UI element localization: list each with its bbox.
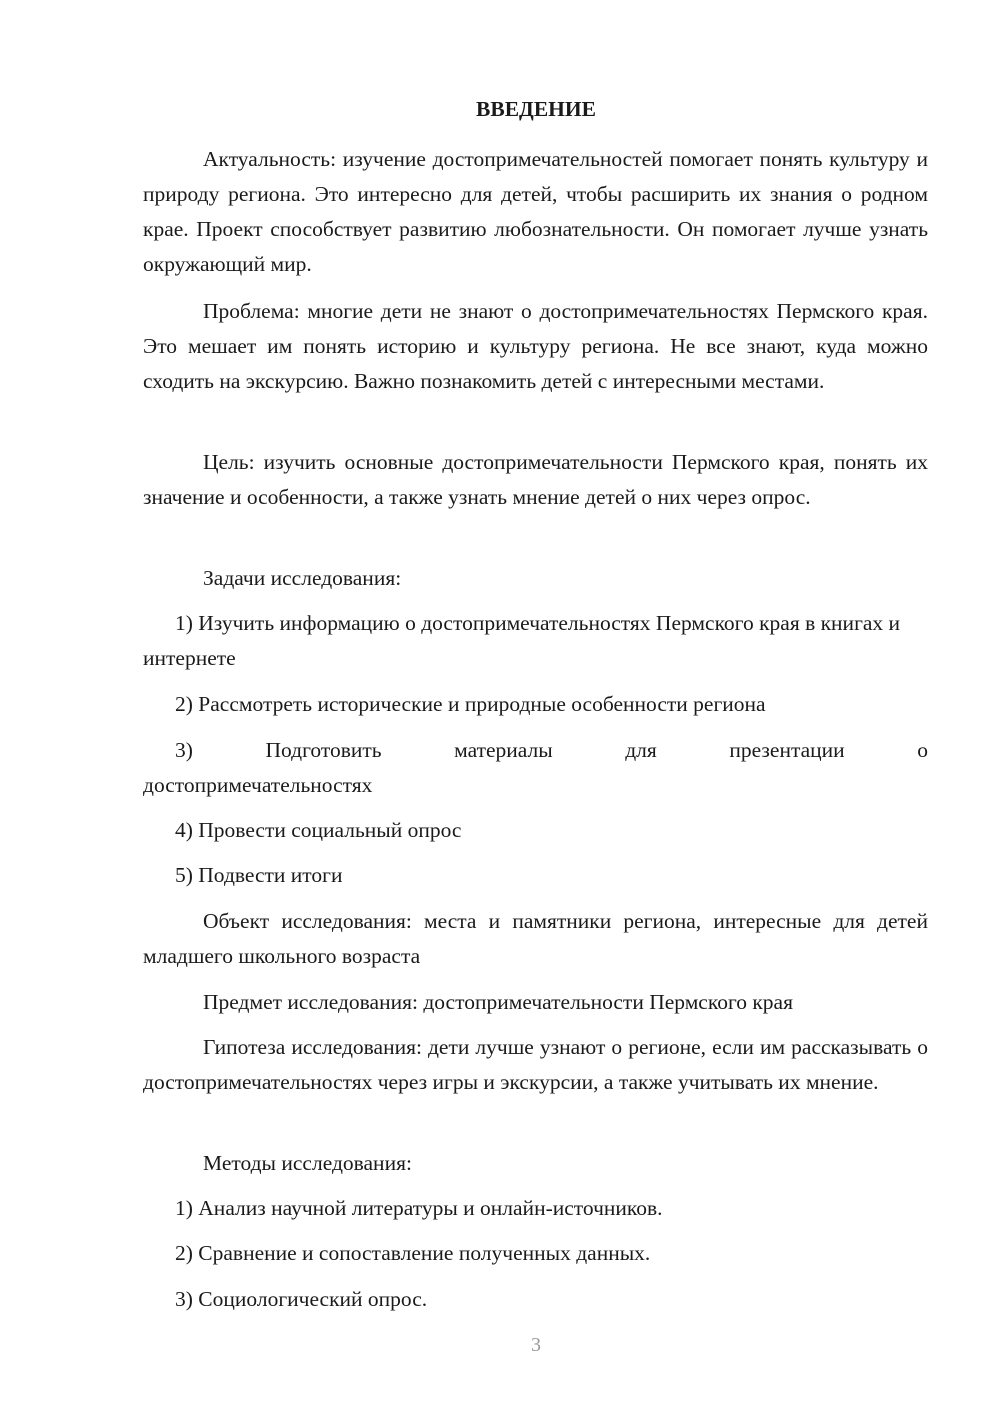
task-3-word: для [625, 738, 657, 762]
task-3-word: материалы [454, 738, 553, 762]
subject-paragraph: Предмет исследования: достопримечательности Пермского края [203, 990, 793, 1014]
task-item-1: 1) Изучить информацию о достопримечательностях Пермского края в книгах и интернете [143, 611, 901, 670]
task-item-5: 5) Подвести итоги [175, 863, 343, 887]
object-paragraph: Объект исследования: места и памятники региона, интересные для детей младшего школьного возраста [143, 909, 928, 968]
method-item-2: 2) Сравнение и сопоставление полученных данных. [175, 1241, 651, 1265]
hypothesis-paragraph: Гипотеза исследования: дети лучше узнают о регионе, если им рассказывать о достопримечательностях через игры и экскурсии, а также учитывать их мнение. [143, 1035, 928, 1094]
page-number: 3 [531, 1334, 541, 1356]
task-3-word: 3) [175, 738, 193, 762]
methods-heading: Методы исследования: [203, 1151, 412, 1175]
method-item-3: 3) Социологический опрос. [175, 1287, 428, 1311]
task-3-word: Подготовить [265, 738, 382, 762]
section-title: ВВЕДЕНИЕ [476, 97, 596, 121]
task-item-3 [143, 733, 928, 803]
task-item-2: 2) Рассмотреть исторические и природные особенности региона [175, 692, 766, 716]
task-3-word: презентации [729, 738, 845, 762]
relevance-paragraph: Актуальность: изучение достопримечательностей помогает понять культуру и природу региона. Это интересно для детей, чтобы расширить их знания о родном крае. Проект способствует развитию любознательности. Он помогает лучше узнать окружающий мир. [143, 147, 928, 276]
task-item-4: 4) Провести социальный опрос [175, 818, 462, 842]
goal-paragraph: Цель: изучить основные достопримечательности Пермского края, понять их значение и особенности, а также узнать мнение детей о них через опрос. [143, 450, 928, 509]
task-3-word: о [917, 738, 928, 762]
problem-paragraph: Проблема: многие дети не знают о достопримечательностях Пермского края. Это мешает им понять историю и культуру региона. Не все знают, куда можно сходить на экскурсию. Важно познакомить детей с интересными местами. [143, 299, 928, 393]
tasks-heading: Задачи исследования: [203, 566, 402, 590]
task-3-continuation: достопримечательностях [143, 773, 373, 797]
task-item-3-first-line [143, 733, 928, 768]
method-item-1: 1) Анализ научной литературы и онлайн-источников. [175, 1196, 663, 1220]
